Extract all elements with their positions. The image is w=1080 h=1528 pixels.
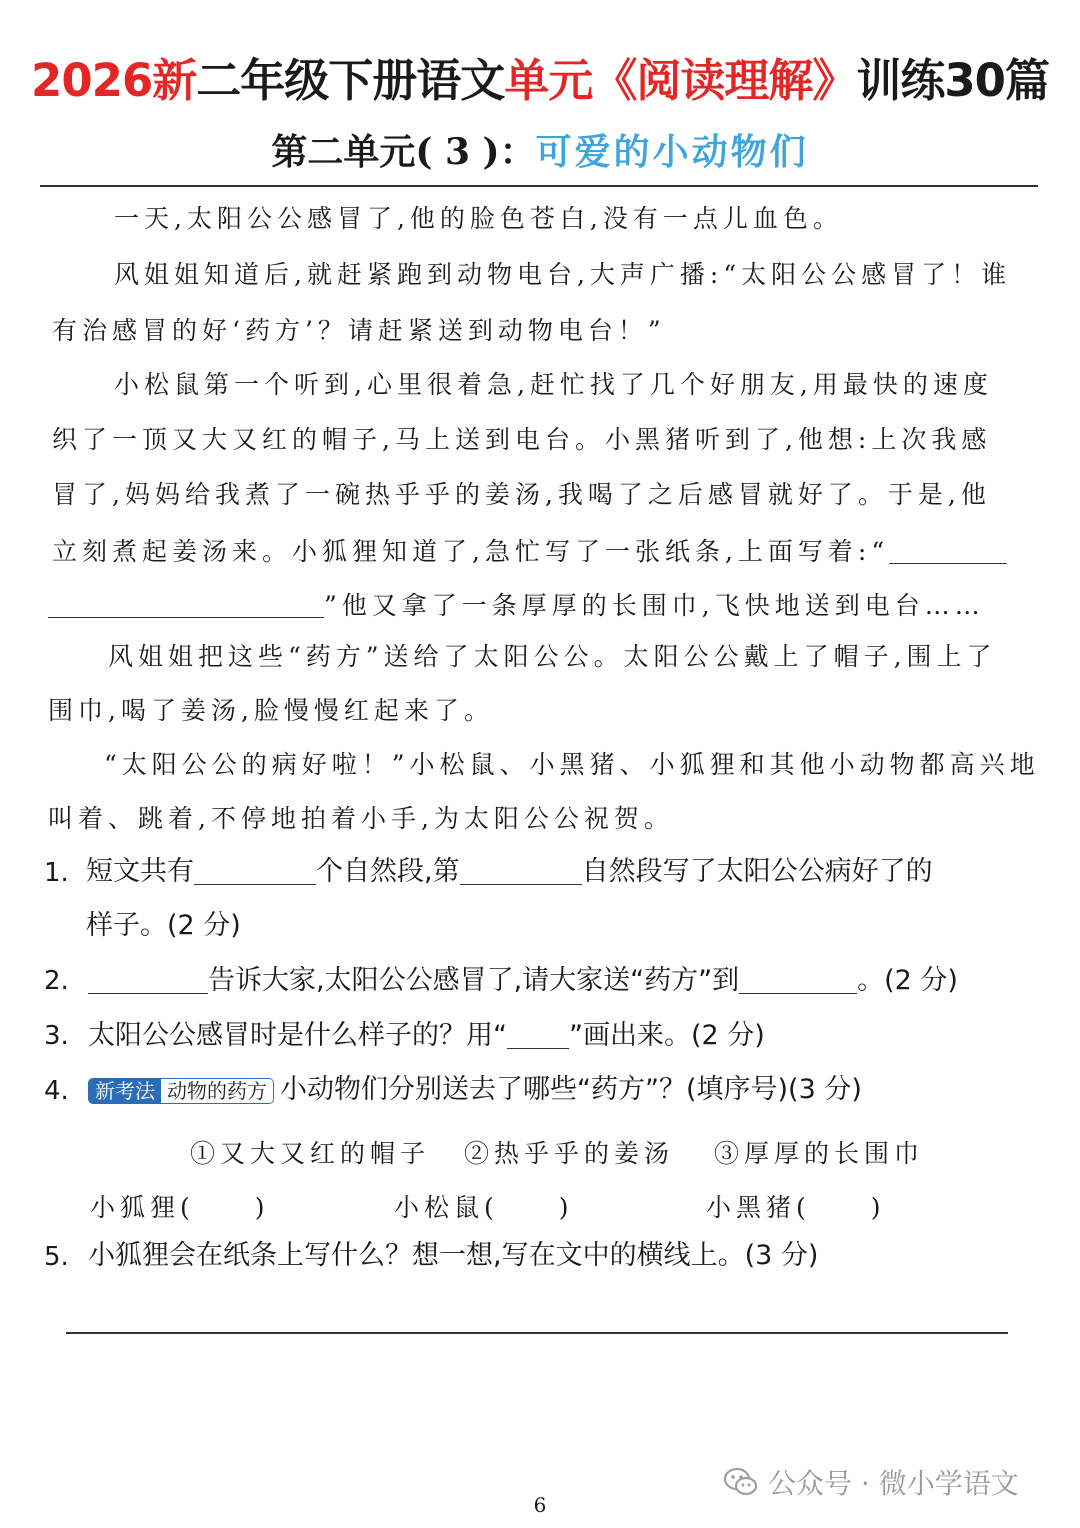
answer-blank[interactable]: [88, 967, 208, 994]
answer-blank[interactable]: [739, 967, 857, 994]
question-5-number: 5.: [44, 1242, 69, 1272]
question-5-text: 小狐狸会在纸条上写什么？想一想,写在文中的横线上。(3 分): [88, 1240, 819, 1271]
option-1: ①又大又红的帽子: [190, 1139, 431, 1168]
note-blank-start[interactable]: [889, 537, 1007, 564]
question-4-line: [88, 1076, 862, 1104]
question-2-part-a: 告诉大家,太阳公公感冒了,请大家送“药方”到: [208, 965, 740, 996]
title-divider: [40, 185, 1038, 187]
new-method-tag: [88, 1078, 274, 1104]
passage-line-7-text: 立刻煮起姜汤来。小狐狸知道了,急忙写了一张纸条,上面写着:“: [52, 537, 890, 566]
question-1-part-b: 个自然段,第: [316, 856, 460, 887]
tag-label-topic: 动物的药方: [161, 1079, 273, 1103]
question-2-number: 2.: [44, 966, 69, 996]
title-part-count: 训练30篇: [856, 54, 1049, 107]
passage-line-12: 叫着、跳着,不停地拍着小手,为太阳公公祝贺。: [48, 804, 674, 833]
passage-line-8-text: ”他又拿了一条厚厚的长围巾,飞快地送到电台……: [324, 591, 985, 620]
passage-line-8: [48, 591, 1080, 618]
passage-line-10: 围巾,喝了姜汤,脸慢慢红起来了。: [48, 696, 494, 725]
passage-line-9: 风姐姐把这些“药方”送给了太阳公公。太阳公公戴上了帽子,围上了: [108, 642, 997, 671]
passage-line-3: 有治感冒的好‘药方’？请赶紧送到动物电台！”: [52, 316, 666, 345]
question-2-line: [88, 967, 958, 994]
page-number: 6: [533, 1493, 547, 1517]
tag-label-new: 新考法: [89, 1079, 161, 1103]
answer-blank[interactable]: [460, 858, 582, 885]
answer-line[interactable]: [66, 1332, 1008, 1334]
passage-line-4: 小松鼠第一个听到,心里很着急,赶忙找了几个好朋友,用最快的速度: [114, 370, 993, 399]
question-3-line: [88, 1022, 765, 1049]
passage-line-6: 冒了,妈妈给我煮了一碗热乎乎的姜汤,我喝了之后感冒就好了。于是,他: [52, 480, 991, 509]
page-title: [0, 54, 1080, 107]
question-4-text: 小动物们分别送去了哪些“药方”？(填序号)(3 分): [280, 1074, 862, 1105]
unit-name: 可爱的小动物们: [535, 131, 809, 173]
question-1-number: 1.: [44, 858, 69, 888]
question-3-part-b: ”画出来。(2 分): [569, 1020, 765, 1051]
option-3: ③厚厚的长围巾: [714, 1139, 925, 1168]
question-4-number: 4.: [44, 1076, 69, 1106]
passage-line-7: [52, 537, 1080, 564]
passage-line-1: 一天,太阳公公感冒了,他的脸色苍白,没有一点儿血色。: [114, 204, 843, 233]
option-2: ②热乎乎的姜汤: [464, 1139, 675, 1168]
title-part-year: 2026新: [31, 54, 197, 107]
question-3-part-a: 太阳公公感冒时是什么样子的？用“: [88, 1020, 507, 1051]
unit-subtitle: [0, 131, 1080, 173]
passage-line-2: 风姐姐知道后,就赶紧跑到动物电台,大声广播:“太阳公公感冒了！谁: [114, 260, 1012, 289]
answer-pig[interactable]: 小黑猪( ): [706, 1193, 886, 1222]
passage-line-11: “太阳公公的病好啦！”小松鼠、小黑猪、小狐狸和其他小动物都高兴地: [104, 750, 1040, 779]
watermark-text: 公众号 · 微小学语文: [768, 1467, 1019, 1500]
question-3-number: 3.: [44, 1021, 69, 1051]
question-1-part-c: 自然段写了太阳公公病好了的: [581, 856, 933, 887]
note-blank-end[interactable]: [48, 591, 324, 618]
answer-fox[interactable]: 小狐狸( ): [90, 1193, 270, 1222]
answer-squirrel[interactable]: 小松鼠( ): [394, 1193, 574, 1222]
unit-label: 第二单元( 3 )：: [271, 131, 536, 173]
answer-blank[interactable]: [194, 858, 316, 885]
question-1-part-a: 短文共有: [86, 856, 194, 887]
question-1-line-1: [86, 858, 933, 885]
passage-line-5: 织了一顶又大又红的帽子,马上送到电台。小黑猪听到了,他想:上次我感: [52, 425, 992, 454]
underline-sample: [507, 1022, 569, 1049]
title-part-grade: 二年级下册语文: [196, 54, 505, 107]
question-2-part-b: 。(2 分): [857, 965, 958, 996]
title-part-unit: 单元《阅读理解》: [504, 54, 857, 107]
question-1-line-2: 样子。(2 分): [86, 910, 241, 941]
